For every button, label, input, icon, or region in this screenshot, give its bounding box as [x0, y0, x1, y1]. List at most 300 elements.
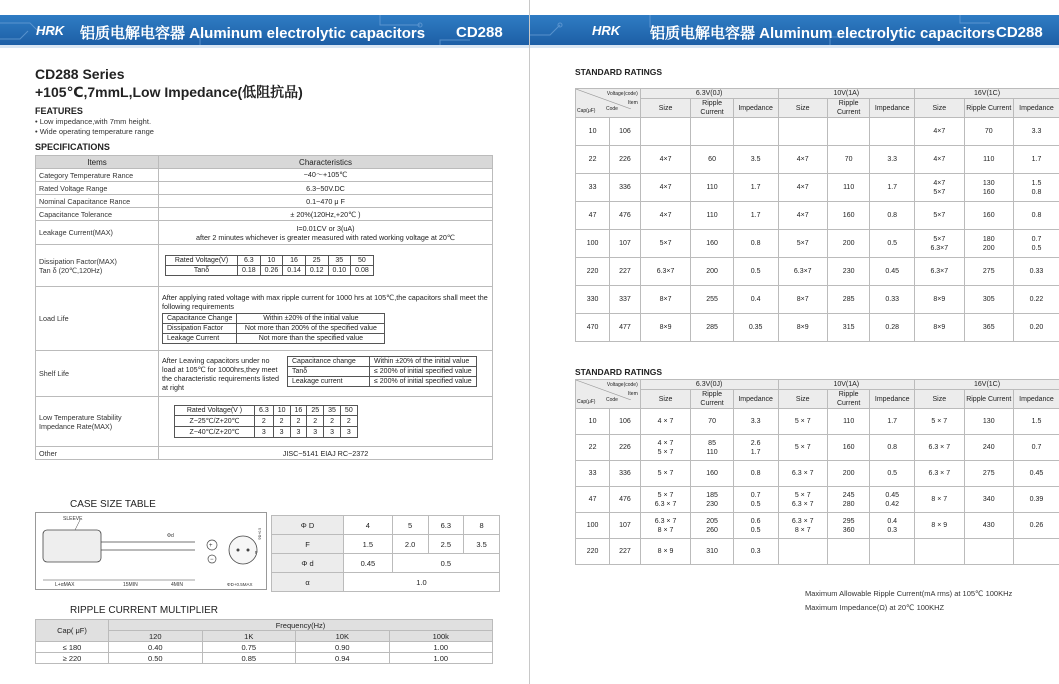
rating-cell: 0.7 0.5 [1013, 230, 1059, 258]
code-cell: 477 [610, 314, 641, 342]
rating-cell: 200 [827, 461, 869, 487]
ratings-row [576, 539, 1059, 565]
rating-cell: 6.3 × 7 [778, 461, 827, 487]
column-subheader: Impedance [870, 99, 915, 118]
case-size-heading: CASE SIZE TABLE [70, 499, 156, 510]
spec-item: Leakage Current(MAX) [36, 221, 159, 245]
standard-ratings-heading: STANDARD RATINGS [575, 67, 663, 77]
spec-header-items: Items [36, 156, 159, 169]
low-temp-value: 2 [324, 416, 341, 427]
shelf-life-label: Leakage current [288, 376, 370, 386]
rating-cell: 0.8 [733, 230, 778, 258]
rating-cell: 110 [827, 174, 869, 202]
rating-cell: 5 × 7 6.3 × 7 [640, 487, 691, 513]
rating-cell: 0.5 [733, 258, 778, 286]
rating-cell: 4×7 [640, 202, 691, 230]
rating-cell [870, 539, 915, 565]
rating-cell: 0.28 [870, 314, 915, 342]
voltage-group-header: 10V(1A) [778, 380, 915, 390]
rating-cell: 1.7 [1013, 146, 1059, 174]
ratings-row [576, 286, 1059, 314]
spec-item: Load Life [36, 287, 159, 351]
ripple-cap: ≤ 180 [36, 642, 109, 653]
df-label-line2: Tan δ (20℃,120Hz) [39, 265, 103, 275]
leakage-line2: after 2 minutes whichever is greater measured with rated working voltage at 20℃ [196, 232, 455, 242]
rating-cell: 5 × 7 [778, 409, 827, 435]
code-cell: 226 [610, 435, 641, 461]
footnote-impedance: Maximum Impedance(Ω) at 20℃ 100KHZ [805, 603, 945, 612]
low-temp-table [174, 405, 358, 438]
df-value: 0.08 [351, 266, 374, 276]
column-subheader: Size [915, 390, 964, 409]
feature-item: • Wide operating temperature range [35, 127, 154, 136]
rating-cell: 180 200 [964, 230, 1013, 258]
rating-cell [915, 539, 964, 565]
corner-cap-label: Cap(μF) [577, 108, 596, 114]
rating-cell: 8×9 [915, 286, 964, 314]
rating-cell: 1.7 [870, 409, 915, 435]
load-life-value: Within ±20% of the initial value [237, 314, 385, 324]
cap-cell: 10 [576, 409, 610, 435]
ripple-value: 0.94 [296, 653, 390, 664]
low-temp-value: 10 [273, 406, 290, 416]
rating-cell: 70 [964, 118, 1013, 146]
ratings-row [576, 174, 1059, 202]
code-cell: 227 [610, 258, 641, 286]
rating-cell: 5×7 [915, 202, 964, 230]
rating-cell: 0.20 [1013, 314, 1059, 342]
column-subheader: Ripple Current [691, 99, 733, 118]
column-subheader: Impedance [733, 390, 778, 409]
case-row-label: F [272, 535, 344, 554]
ripple-cap-header: Cap( μF) [36, 620, 109, 642]
rating-cell [733, 118, 778, 146]
rating-cell: 4×7 [778, 174, 827, 202]
low-temp-row-label: Z−25℃/Z+20℃ [175, 416, 255, 427]
rating-cell: 8×7 [640, 286, 691, 314]
rating-cell: 6.3×7 [915, 258, 964, 286]
rating-cell: 4×7 5×7 [915, 174, 964, 202]
corner-voltage-label: Voltage(code) [606, 382, 638, 388]
rating-cell: 4×7 [915, 118, 964, 146]
low-temp-value: 2 [290, 416, 307, 427]
rating-cell: 0.4 0.3 [870, 513, 915, 539]
feature-item: • Low impedance,with 7mm height. [35, 117, 151, 126]
sleeve-label: SLEEVE [63, 516, 83, 522]
corner-cap-label: Cap(μF) [577, 399, 596, 405]
df-value: 6.3 [238, 256, 261, 266]
rating-cell [691, 118, 733, 146]
df-value: 0.18 [238, 266, 261, 276]
model-label: CD288 [456, 24, 503, 41]
voltage-group-header: 6.3V(0J) [640, 89, 778, 99]
cap-cell: 100 [576, 513, 610, 539]
rating-cell: 160 [827, 435, 869, 461]
rating-cell: 8×9 [915, 314, 964, 342]
case-row-label: α [272, 573, 344, 592]
rating-cell: 160 [691, 461, 733, 487]
ripple-multiplier-table [35, 619, 493, 664]
rating-cell: 8×9 [778, 314, 827, 342]
rating-cell: 285 [691, 314, 733, 342]
rating-cell: 3.3 [1013, 118, 1059, 146]
corner-item-label: Item [628, 100, 638, 106]
rating-cell [827, 118, 869, 146]
case-value: 2.0 [392, 535, 428, 554]
cap-cell: 220 [576, 539, 610, 565]
low-temp-value: 3 [307, 427, 324, 438]
code-cell: 106 [610, 409, 641, 435]
rating-cell [827, 539, 869, 565]
low-temp-value: 2 [255, 416, 274, 427]
column-subheader: Size [640, 99, 691, 118]
df-value: 0.26 [260, 266, 283, 276]
body-dia-label: ΦD+0.5MAX [227, 582, 253, 587]
load-life-intro: After applying rated voltage with max ripple current for 1000 hrs at 105℃,the capacitors shall meet the following requirements [162, 293, 488, 311]
ripple-value: 0.90 [296, 642, 390, 653]
low-temp-value: 3 [290, 427, 307, 438]
standard-ratings-heading: STANDARD RATINGS [575, 367, 663, 377]
load-life-cell [159, 287, 493, 351]
brand-label: HRK [36, 23, 65, 38]
ripple-value: 0.40 [109, 642, 203, 653]
rating-cell: 0.35 [733, 314, 778, 342]
cap-cell: 47 [576, 487, 610, 513]
corner-item-label: Item [628, 391, 638, 397]
rating-cell: 130 160 [964, 174, 1013, 202]
left-page [0, 0, 529, 684]
dissipation-cell [159, 245, 493, 287]
rating-cell [640, 118, 691, 146]
rating-cell: 0.7 0.5 [733, 487, 778, 513]
rating-cell: 0.8 [1013, 202, 1059, 230]
df-label-line1: Dissipation Factor(MAX) [39, 256, 117, 266]
rating-cell: 240 [964, 435, 1013, 461]
rating-cell: 0.3 [733, 539, 778, 565]
ripple-value: 0.85 [202, 653, 296, 664]
case-value: 6.3 [428, 516, 464, 535]
shelf-life-value: ≤ 200% of initial specified value [370, 366, 477, 376]
code-cell: 107 [610, 230, 641, 258]
rating-cell: 0.7 [1013, 435, 1059, 461]
rating-cell: 0.45 [1013, 461, 1059, 487]
code-cell: 336 [610, 461, 641, 487]
cap-cell: 47 [576, 202, 610, 230]
shelf-life-value: Within ±20% of the initial value [370, 356, 477, 366]
shelf-life-cell [159, 351, 493, 397]
cap-cell: 22 [576, 435, 610, 461]
rating-cell: 0.5 [870, 230, 915, 258]
load-life-value: Not more than the specified value [237, 334, 385, 344]
ratings-row [576, 146, 1059, 174]
code-cell: 226 [610, 146, 641, 174]
ratings-row [576, 409, 1059, 435]
min15-label: 15MIN [123, 582, 138, 588]
ratings-row [576, 118, 1059, 146]
code-cell: 337 [610, 286, 641, 314]
df-row-label: Rated Voltage(V) [166, 256, 238, 266]
rating-cell: 3.3 [733, 409, 778, 435]
case-value: 0.45 [344, 554, 393, 573]
ripple-freq-header: Frequency(Hz) [109, 620, 493, 631]
f-label: F [255, 550, 258, 555]
rating-cell: 315 [827, 314, 869, 342]
rating-cell: 4×7 [778, 146, 827, 174]
brand-label: HRK [592, 23, 621, 38]
lead-dia-label: Φd [167, 533, 174, 539]
ratings-corner-header [576, 89, 641, 118]
column-subheader: Impedance [733, 99, 778, 118]
ripple-freq: 120 [109, 631, 203, 642]
shelf-life-intro: After Leaving capacitors under no load at 105℃ for 1000hrs,they meet the characteristic requirements listed at right [162, 355, 280, 392]
series-subtitle: +105℃,7mmL,Low Impedance(低阻抗品) [35, 84, 303, 100]
ripple-value: 1.00 [389, 642, 492, 653]
shelf-life-label: Capacitance change [288, 356, 370, 366]
model-label: CD288 [996, 24, 1043, 41]
rating-cell: 4×7 [640, 146, 691, 174]
spec-value [159, 221, 493, 245]
cap-cell: 33 [576, 174, 610, 202]
rating-cell: 285 [827, 286, 869, 314]
rating-cell: 275 [964, 461, 1013, 487]
code-cell: 227 [610, 539, 641, 565]
column-subheader: Size [915, 99, 964, 118]
capacitor-dimension-drawing [35, 512, 267, 590]
case-value: 1.0 [344, 573, 500, 592]
ratings-row [576, 230, 1059, 258]
rating-cell: 110 [691, 174, 733, 202]
code-cell: 336 [610, 174, 641, 202]
low-temp-value: 35 [324, 406, 341, 416]
rating-cell: 365 [964, 314, 1013, 342]
rating-cell: 3.5 [733, 146, 778, 174]
df-row-label: Tanδ [166, 266, 238, 276]
ripple-cap: ≥ 220 [36, 653, 109, 664]
cap-cell: 220 [576, 258, 610, 286]
rating-cell [1013, 539, 1059, 565]
rating-cell [870, 118, 915, 146]
low-temp-row-label: Rated Voltage(V ) [175, 406, 255, 416]
rating-cell: 5×7 [640, 230, 691, 258]
rating-cell: 5×7 6.3×7 [915, 230, 964, 258]
code-cell: 476 [610, 487, 641, 513]
spec-item-dissipation [36, 245, 159, 287]
rating-cell: 305 [964, 286, 1013, 314]
cap-cell: 470 [576, 314, 610, 342]
rating-cell: 230 [827, 258, 869, 286]
spec-item: Capacitance Tolerance [36, 208, 159, 221]
column-subheader: Size [778, 390, 827, 409]
voltage-group-header: 16V(1C) [915, 89, 1059, 99]
rating-cell: 205 260 [691, 513, 733, 539]
case-row-label: Φ D [272, 516, 344, 535]
rating-cell: 6.3×7 [778, 258, 827, 286]
rating-cell: 6.3 × 7 8 × 7 [778, 513, 827, 539]
ripple-freq: 10K [296, 631, 390, 642]
rating-cell: 1.7 [733, 174, 778, 202]
cap-cell: 100 [576, 230, 610, 258]
df-value: 10 [260, 256, 283, 266]
rating-cell: 0.6 0.5 [733, 513, 778, 539]
specifications-table [35, 155, 493, 460]
rating-cell: 5×7 [778, 230, 827, 258]
spec-item-low-temp [36, 397, 159, 447]
case-size-table [271, 515, 500, 592]
ripple-value: 1.00 [389, 653, 492, 664]
case-value: 8 [464, 516, 500, 535]
low-temp-value: 6.3 [255, 406, 274, 416]
load-life-label: Leakage Current [163, 334, 237, 344]
case-value: 5 [392, 516, 428, 535]
spec-value: −40～+105℃ [159, 169, 493, 182]
case-row-label: Φ d [272, 554, 344, 573]
df-value: 0.10 [328, 266, 351, 276]
ratings-row [576, 435, 1059, 461]
rating-cell: 8×9 [640, 314, 691, 342]
rating-cell: 8 × 9 [915, 513, 964, 539]
rating-cell: 4×7 [915, 146, 964, 174]
series-title: CD288 Series [35, 66, 125, 82]
df-value: 0.14 [283, 266, 306, 276]
rating-cell: 8 × 7 [915, 487, 964, 513]
rating-cell: 60 [691, 146, 733, 174]
rating-cell: 255 [691, 286, 733, 314]
low-temp-label-line1: Low Temperature Stability [39, 412, 122, 422]
spec-value: JISC−5141 EIAJ RC−2372 [159, 447, 493, 460]
spec-value: ± 20%(120Hz,+20℃ ) [159, 208, 493, 221]
column-subheader: Ripple Current [827, 99, 869, 118]
rating-cell: 0.4 [733, 286, 778, 314]
rating-cell: 3.3 [870, 146, 915, 174]
rating-cell: 2.6 1.7 [733, 435, 778, 461]
case-value: 0.5 [392, 554, 499, 573]
ripple-freq: 100k [389, 631, 492, 642]
spec-item: Rated Voltage Range [36, 182, 159, 195]
banner-title: 铝质电解电容器 Aluminum electrolytic capacitors [650, 25, 996, 42]
rating-cell: 295 360 [827, 513, 869, 539]
rating-cell: 0.8 [870, 435, 915, 461]
corner-code-label: Code [606, 106, 618, 112]
rating-cell: 110 [691, 202, 733, 230]
rating-cell: 200 [691, 258, 733, 286]
rating-cell: 160 [827, 202, 869, 230]
banner-left [0, 15, 529, 48]
corner-code-label: Code [606, 397, 618, 403]
low-temp-value: 3 [273, 427, 290, 438]
min4-label: 4MIN [171, 582, 183, 588]
rating-cell: 185 230 [691, 487, 733, 513]
voltage-group-header: 16V(1C) [915, 380, 1059, 390]
leakage-line1: I=0.01CV or 3(uA) [296, 223, 355, 233]
plus-icon: + [209, 543, 213, 549]
ripple-freq: 1K [202, 631, 296, 642]
ratings-row [576, 314, 1059, 342]
column-subheader: Impedance [870, 390, 915, 409]
case-value: 2.5 [428, 535, 464, 554]
rating-cell: 8 × 9 [640, 539, 691, 565]
ripple-heading: RIPPLE CURRENT MULTIPLIER [70, 605, 218, 616]
rating-cell: 275 [964, 258, 1013, 286]
column-subheader: Ripple Current [827, 390, 869, 409]
load-life-label: Capacitance Change [163, 314, 237, 324]
rating-cell: 5 × 7 [640, 461, 691, 487]
ratings-row [576, 202, 1059, 230]
low-temp-value: 3 [340, 427, 357, 438]
column-subheader: Ripple Current [691, 390, 733, 409]
ratings-corner-header [576, 380, 641, 409]
rating-cell: 160 [691, 230, 733, 258]
column-subheader: Impedance [1013, 390, 1059, 409]
rating-cell: 4×7 [778, 202, 827, 230]
rating-cell: 1.5 [1013, 409, 1059, 435]
load-life-value: Not more than 200% of the specified value [237, 324, 385, 334]
rating-cell: 430 [964, 513, 1013, 539]
rating-cell: 160 [964, 202, 1013, 230]
spec-item: Nominal Capacitance Rance [36, 195, 159, 208]
ripple-value: 0.75 [202, 642, 296, 653]
right-page [530, 0, 1059, 684]
column-subheader: Size [778, 99, 827, 118]
case-value: 4 [344, 516, 393, 535]
column-subheader: Ripple Current [964, 390, 1013, 409]
rating-cell: 0.45 0.42 [870, 487, 915, 513]
banner-title: 铝质电解电容器 Aluminum electrolytic capacitors [80, 25, 426, 42]
code-cell: 107 [610, 513, 641, 539]
rating-cell: 0.39 [1013, 487, 1059, 513]
rating-cell: 130 [964, 409, 1013, 435]
cap-cell: 10 [576, 118, 610, 146]
df-value: 50 [351, 256, 374, 266]
rating-cell: 110 [827, 409, 869, 435]
rating-cell: 70 [691, 409, 733, 435]
load-life-table [162, 313, 385, 344]
df-value: 25 [305, 256, 328, 266]
low-temp-value: 3 [324, 427, 341, 438]
code-cell: 476 [610, 202, 641, 230]
code-cell: 106 [610, 118, 641, 146]
low-temp-row-label: Z−40℃/Z+20℃ [175, 427, 255, 438]
rating-cell: 110 [964, 146, 1013, 174]
rating-cell [964, 539, 1013, 565]
rating-cell: 245 280 [827, 487, 869, 513]
cap-cell: 33 [576, 461, 610, 487]
rating-cell: 6.3 × 7 [915, 435, 964, 461]
spec-value: 0.1~470 μ F [159, 195, 493, 208]
rating-cell: 4×7 [640, 174, 691, 202]
column-subheader: Size [640, 390, 691, 409]
spec-header-characteristics: Characteristics [159, 156, 493, 169]
low-temp-value: 2 [307, 416, 324, 427]
rating-cell: 6.3 × 7 [915, 461, 964, 487]
rating-cell: 5 × 7 [778, 435, 827, 461]
features-heading: FEATURES [35, 106, 83, 116]
dissipation-table [165, 255, 374, 276]
rating-cell: 310 [691, 539, 733, 565]
rating-cell: 5 × 7 [915, 409, 964, 435]
rating-cell: 4 × 7 5 × 7 [640, 435, 691, 461]
rating-cell: 0.26 [1013, 513, 1059, 539]
ripple-value: 0.50 [109, 653, 203, 664]
shelf-life-table [287, 356, 477, 387]
specifications-heading: SPECIFICATIONS [35, 142, 110, 152]
case-value: 3.5 [464, 535, 500, 554]
low-temp-label-line2: Impedance Rate(MAX) [39, 421, 113, 431]
rating-cell [778, 539, 827, 565]
rating-cell: 70 [827, 146, 869, 174]
length-label: L+αMAX [55, 582, 75, 588]
rating-cell: 0.33 [1013, 258, 1059, 286]
rating-cell: 0.8 [733, 461, 778, 487]
